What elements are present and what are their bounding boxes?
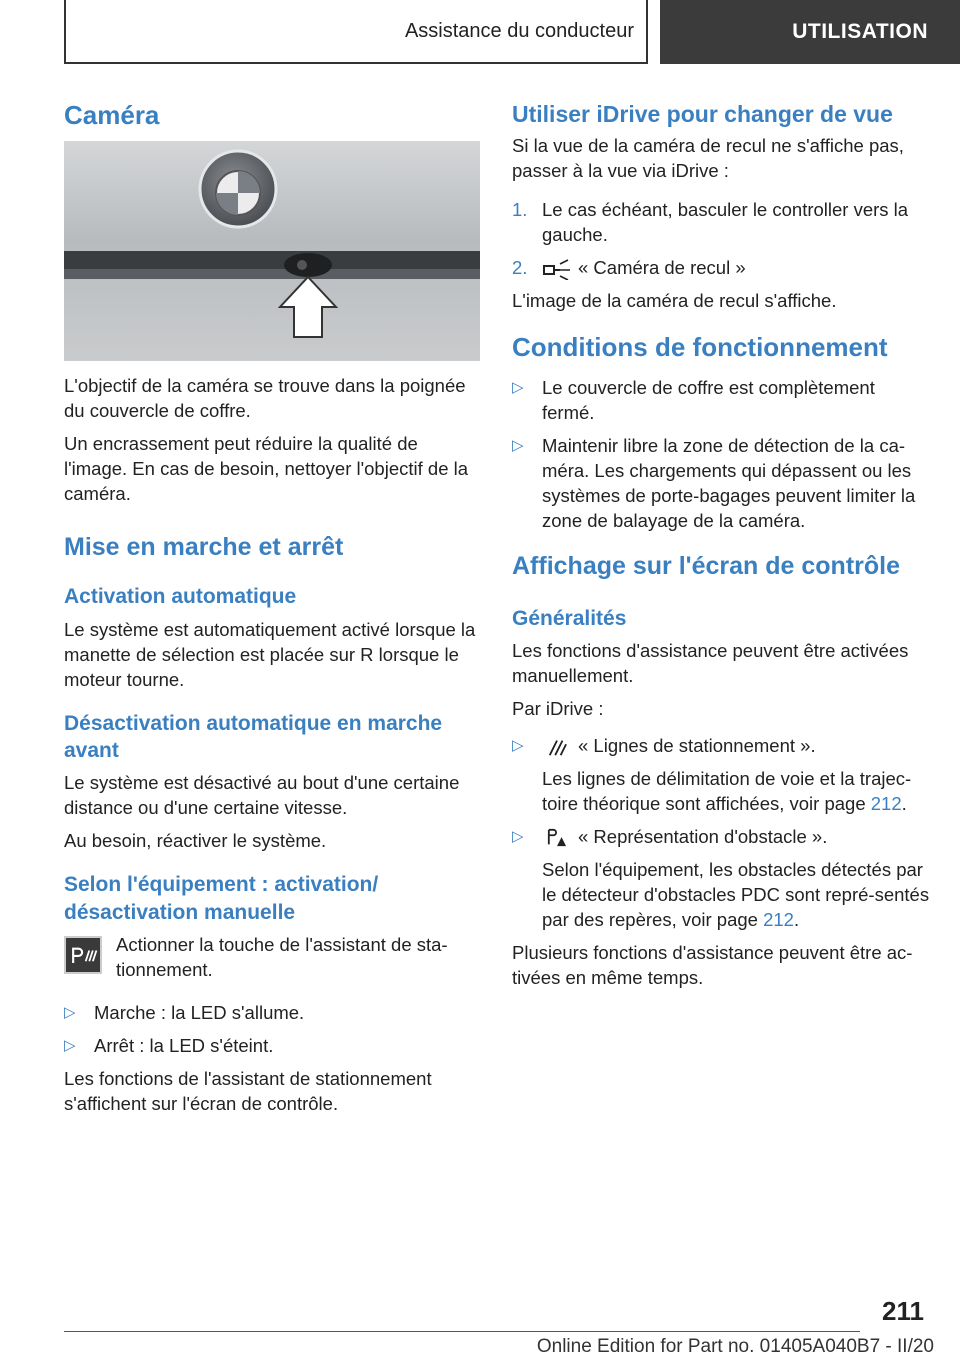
parking-assistant-button-row (64, 932, 484, 982)
header-section-title (0, 0, 648, 62)
section-title-text: Assistance du conducteur (404, 19, 634, 42)
footer-divider (64, 1331, 860, 1332)
list-item: ▷ « Représentation d'obstacle ». Selon l'équipement, les obstacles détectés par le détecteur d'obstacles PDC sont repré-sentés par des repères, voir page 212. (512, 824, 932, 932)
triangle-bullet-icon: ▷ (512, 437, 524, 455)
list-item: ▷ Arrêt : la LED s'éteint. (64, 1034, 274, 1056)
left-column (64, 100, 484, 1124)
triangle-bullet-icon: ▷ (64, 1036, 76, 1054)
idrive-heading: Utiliser iDrive pour changer de vue (512, 101, 893, 127)
idrive-steps (512, 197, 932, 280)
chapter-title-text: UTILISATION (792, 20, 928, 43)
conditions-list (512, 375, 932, 533)
page-number: 211 (882, 1296, 924, 1326)
list-item: ▷ « Lignes de stationnement ». Les lignes de délimitation de voie et la trajec-toire théorique sont affichées, voir page 212. (512, 733, 932, 816)
auto-deactivation-heading: Désactivation automatique en marche avant (64, 711, 443, 763)
page-reference-link[interactable]: 212 (870, 792, 902, 814)
footer-edition: Online Edition for Part no. 01405A040B7 - II/20 (536, 1336, 934, 1357)
manual-button-text: Actionner la touche de l'assistant de sta-tionnement. (116, 933, 448, 980)
list-item: ▷ Le couvercle de coffre est complètement fermé. (512, 377, 875, 424)
header-chapter-tab (660, 0, 960, 64)
led-status-list (64, 1000, 484, 1058)
conditions-heading: Conditions de fonctionnement (512, 331, 888, 362)
parking-lines-description: Les lignes de délimitation de voie et la trajec-toire théorique sont affichées, voir page 212. (542, 767, 912, 814)
obstacle-display-icon (542, 828, 572, 848)
camera-heading: Caméra (64, 100, 160, 130)
camera-paragraph-2: Un encrassement peut réduire la qualité de l'image. En cas de besoin, nettoyer l'objectif de la caméra. (64, 433, 469, 505)
auto-deactivation-paragraph-1: Le système est désactivé au bout d'une certaine distance ou d'une certaine vitesse. (64, 772, 460, 819)
parking-lines-icon (542, 737, 572, 757)
rear-camera-icon (542, 258, 572, 280)
list-item: 2. « Caméra de recul » (512, 255, 932, 280)
manual-paragraph: Les fonctions de l'assistant de stationnement s'affichent sur l'écran de contrôle. (64, 1067, 432, 1114)
general-heading: Généralités (512, 606, 627, 630)
auto-deactivation-paragraph-2: Au besoin, réactiver le système. (64, 830, 327, 852)
display-heading: Affichage sur l'écran de contrôle (512, 552, 900, 581)
assist-functions-list (512, 733, 932, 932)
triangle-bullet-icon: ▷ (512, 736, 524, 754)
page-reference-link[interactable]: 212 (763, 908, 794, 930)
idrive-result: L'image de la caméra de recul s'affiche. (512, 289, 837, 311)
parking-assistant-button-icon (64, 936, 102, 974)
right-column (512, 100, 932, 998)
camera-location-photo (64, 141, 480, 361)
triangle-bullet-icon: ▷ (512, 379, 524, 397)
manual-activation-heading: Selon l'équipement : activation/ désactivation manuelle (64, 873, 379, 924)
list-item: ▷ Marche : la LED s'allume. (64, 1001, 305, 1023)
general-paragraph-2: Par iDrive : (512, 697, 604, 719)
onoff-heading: Mise en marche et arrêt (64, 533, 344, 562)
auto-activation-heading: Activation automatique (64, 585, 297, 609)
camera-paragraph-1: L'objectif de la caméra se trouve dans la poignée du couvercle de coffre. (64, 375, 466, 422)
general-paragraph-3: Plusieurs fonctions d'assistance peuvent être ac-tivées en même temps. (512, 941, 913, 988)
triangle-bullet-icon: ▷ (64, 1003, 76, 1021)
idrive-paragraph: Si la vue de la caméra de recul ne s'affiche pas, passer à la vue via iDrive : (512, 134, 904, 181)
obstacle-display-description: Selon l'équipement, les obstacles détectés par le détecteur d'obstacles PDC sont repré-sentés par des repères, voir page 212. (542, 858, 930, 930)
auto-activation-paragraph: Le système est automatiquement activé lorsque la manette de sélection est placée sur R lorsque le moteur tourne. (64, 618, 476, 690)
list-item: 1. Le cas échéant, basculer le controller vers la gauche. (512, 198, 909, 245)
triangle-bullet-icon: ▷ (512, 827, 524, 845)
list-item: ▷ Maintenir libre la zone de détection de la ca-méra. Les chargements qui dépassent ou les systèmes de porte-bagages peuvent limiter la zone de balayage de la caméra. (512, 435, 916, 532)
general-paragraph-1: Les fonctions d'assistance peuvent être activées manuellement. (512, 639, 909, 686)
